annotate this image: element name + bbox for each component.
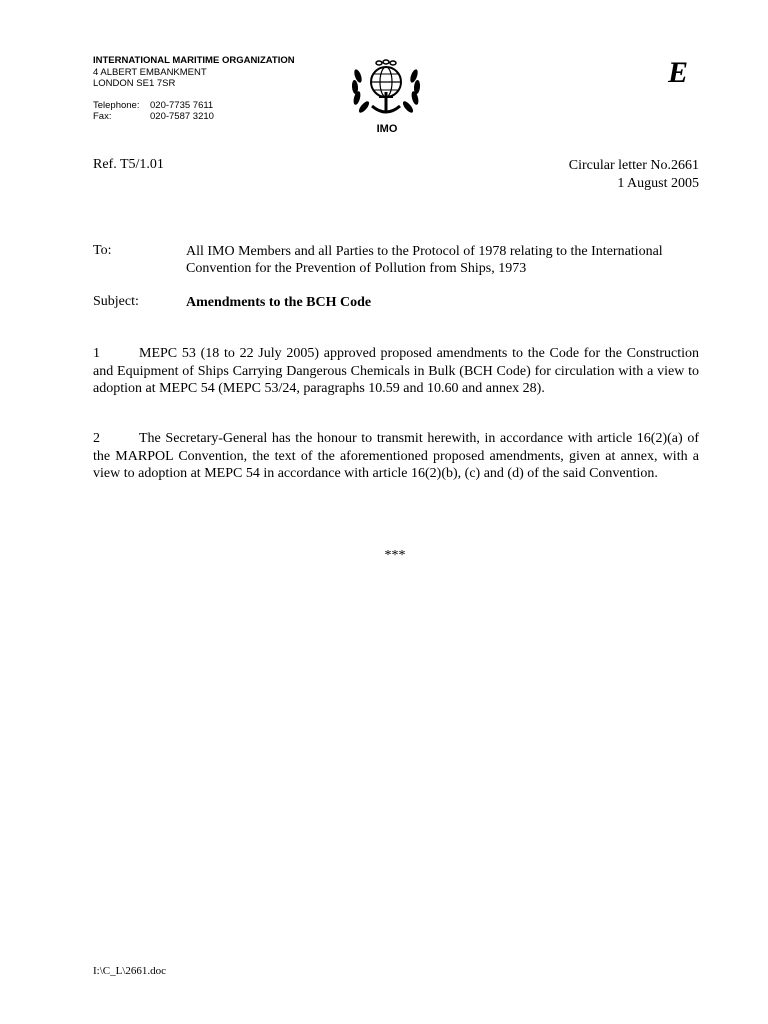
organization-address-block — [93, 55, 295, 123]
telephone-label: Telephone: — [93, 99, 140, 111]
footer-file-path: I:\C_L\2661.doc — [93, 965, 167, 977]
imo-label: IMO — [376, 123, 398, 135]
subject-label: Subject: — [93, 294, 139, 309]
telephone-value: 020-7735 7611 — [150, 99, 214, 111]
telephone-row — [93, 100, 295, 112]
paragraph-1 — [93, 345, 699, 398]
paragraph-text: The Secretary-General has the honour to transmit herewith, in accordance with article 16(2)(a) of the MARPOL Convention, the text of the aforementioned proposed amendments, given at annex, with a view to adoption at MEPC 54 in accordance with article 16(2)(b), (c) and (d) of the said Convention. — [93, 431, 699, 481]
fax-row — [93, 111, 295, 123]
paragraph-2 — [93, 430, 699, 483]
reference-number: Ref. T5/1.01 — [93, 157, 164, 172]
language-mark: E — [668, 56, 689, 89]
circular-letter-block — [569, 157, 699, 193]
letter-date: 1 August 2005 — [617, 176, 699, 191]
subject-title: Amendments to the BCH Code — [186, 295, 372, 310]
end-of-text-marker: *** — [384, 548, 406, 563]
imo-emblem-logo — [348, 56, 424, 118]
paragraph-number: 2 — [93, 431, 100, 446]
address-line-1: 4 ALBERT EMBANKMENT — [93, 66, 207, 78]
fax-value: 020-7587 3210 — [150, 111, 214, 122]
paragraph-number: 1 — [93, 346, 100, 361]
address-line-2: LONDON SE1 7SR — [93, 78, 176, 89]
fax-label: Fax: — [93, 111, 112, 122]
circular-letter-number: Circular letter No.2661 — [568, 158, 699, 173]
to-recipients: All IMO Members and all Parties to the Protocol of 1978 relating to the International Convention for the Prevention of Pollution from Ships, 1973 — [186, 244, 663, 276]
to-label: To: — [93, 243, 112, 258]
paragraph-text: MEPC 53 (18 to 22 July 2005) approved proposed amendments to the Code for the Construction and Equipment of Ships Carrying Dangerous Chemicals in Bulk (BCH Code) for circulation with a view to adoption at MEPC 54 (MEPC 53/24, paragraphs 10.59 and 10.60 and annex 28). — [93, 346, 699, 396]
organization-name: INTERNATIONAL MARITIME ORGANIZATION — [93, 55, 295, 66]
